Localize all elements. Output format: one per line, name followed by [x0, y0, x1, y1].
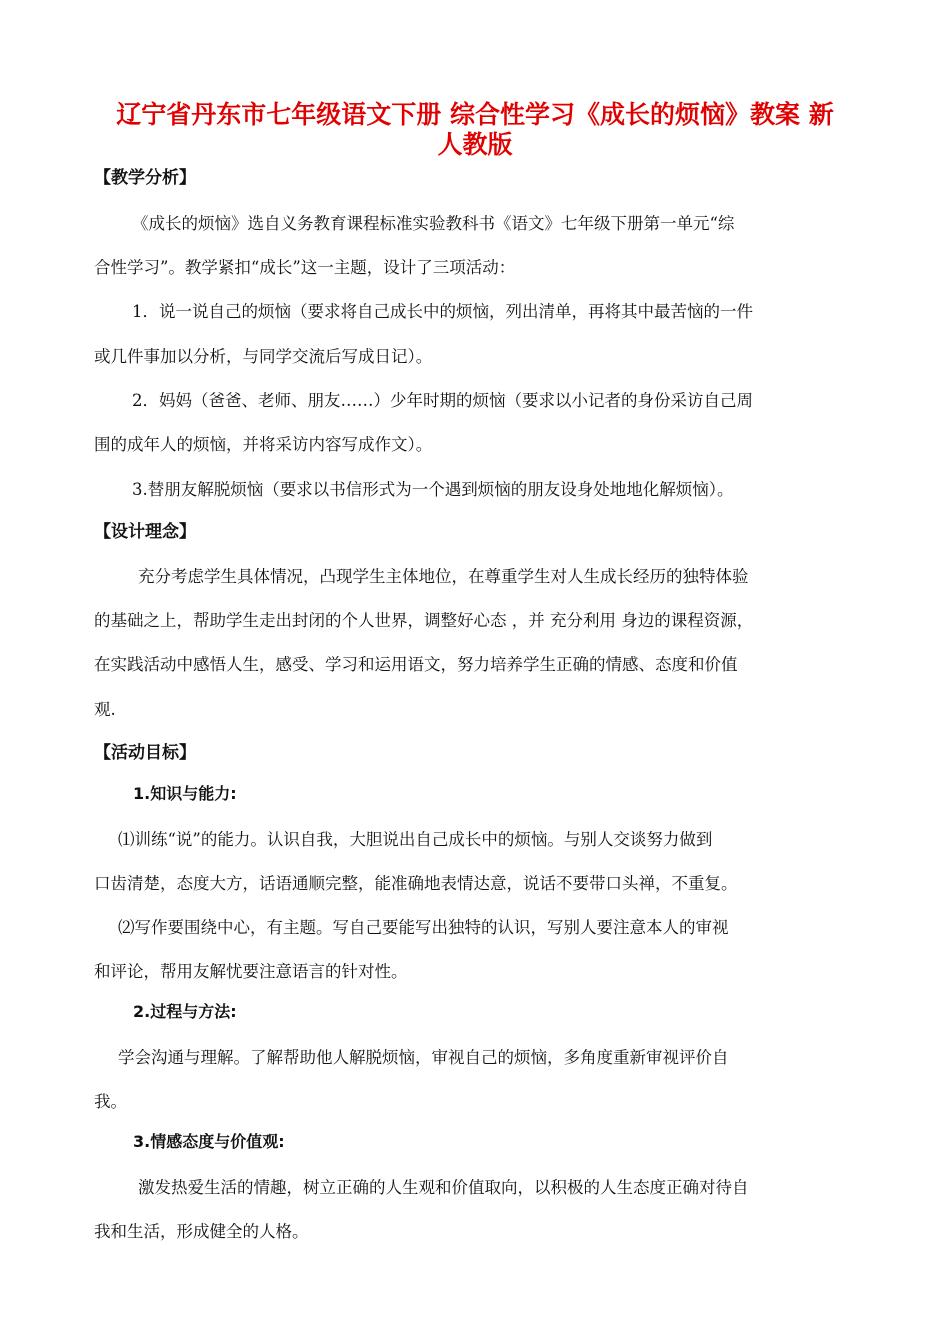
document-title [80, 100, 870, 160]
section-heading-design-concept: 【设计理念】 [94, 522, 196, 542]
paragraph-line: ⑴训练“说”的能力。认识自我，大胆说出自己成长中的烦恼。与别人交谈努力做到 [118, 830, 713, 849]
section-heading-activity-goals: 【活动目标】 [94, 743, 196, 763]
paragraph-line: 1．说一说自己的烦恼（要求将自己成长中的烦恼，列出清单，再将其中最苦恼的一件 [132, 302, 753, 321]
paragraph-line: 的基础之上，帮助学生走出封闭的个人世界，调整好心态 ，并 充分利用 身边的课程资源， [94, 611, 754, 630]
paragraph-line: 激发热爱生活的情趣，树立正确的人生观和价值取向，以积极的人生态度正确对待自 [138, 1178, 749, 1197]
paragraph-line: 和评论，帮用友解忧要注意语言的针对性。 [94, 962, 408, 981]
paragraph-line: 《成长的烦恼》选自义务教育课程标准实验教科书《语文》七年级下册第一单元“综 [132, 214, 735, 233]
paragraph-line: 我和生活，形成健全的人格。 [94, 1222, 309, 1241]
paragraph-line: 口齿清楚，态度大方，话语通顺完整，能准确地表情达意，说话不要带口头禅，不重复。 [94, 874, 738, 893]
paragraph-line: 在实践活动中感悟人生，感受、学习和运用语文，努力培养学生正确的情感、态度和价值 [94, 655, 738, 674]
subheading-knowledge-ability: 1.知识与能力: [133, 784, 237, 803]
title-line-2: 人教版 [437, 130, 513, 159]
subheading-emotion-values: 3.情感态度与价值观: [133, 1132, 285, 1151]
paragraph-line: ⑵写作要围绕中心，有主题。写自己要能写出独特的认识，写别人要注意本人的审视 [118, 918, 729, 937]
paragraph-line: 3.替朋友解脱烦恼（要求以书信形式为一个遇到烦恼的朋友设身处地地化解烦恼）。 [132, 480, 734, 499]
paragraph-line: 充分考虑学生具体情况，凸现学生主体地位，在尊重学生对人生成长经历的独特体验 [138, 567, 749, 586]
paragraph-line: 我。 [94, 1092, 127, 1111]
title-line-1: 辽宁省丹东市七年级语文下册 综合性学习《成长的烦恼》教案 新 [116, 100, 834, 129]
paragraph-line: 围的成年人的烦恼，并将采访内容写成作文）。 [94, 435, 433, 454]
section-heading-teaching-analysis: 【教学分析】 [94, 168, 196, 188]
paragraph-line: 学会沟通与理解。了解帮助他人解脱烦恼，审视自己的烦恼，多角度重新审视评价自 [118, 1048, 729, 1067]
paragraph-line: 合性学习”。教学紧扣“成长”这一主题，设计了三项活动： [94, 258, 516, 277]
subheading-process-method: 2.过程与方法: [133, 1002, 237, 1021]
paragraph-line: 2．妈妈（爸爸、老师、朋友……）少年时期的烦恼（要求以小记者的身份采访自己周 [132, 391, 753, 410]
paragraph-line: 或几件事加以分析，与同学交流后写成日记）。 [94, 347, 433, 366]
paragraph-line: 观. [94, 700, 116, 719]
